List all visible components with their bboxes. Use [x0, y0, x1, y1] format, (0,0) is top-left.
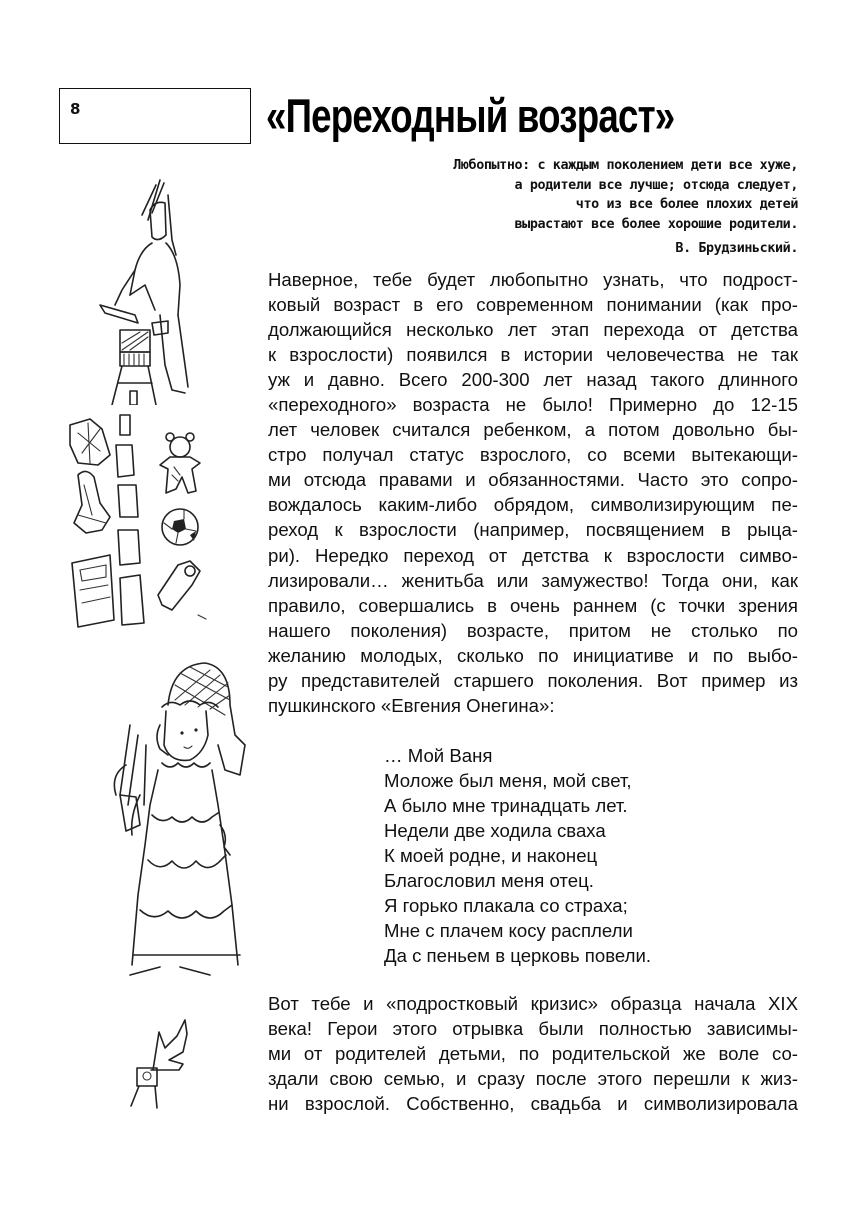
text-line: ковый возраст в его современном понимании (как про-: [268, 294, 798, 316]
epigraph-author: В. Брудзиньский.: [675, 241, 798, 256]
teen-on-stool-illustration: [60, 165, 250, 405]
text-line: здали свою семью, и сразу после этого перешли к жиз-: [268, 1068, 798, 1090]
text-line: века! Герои этого отрывка были полностью зависимы-: [268, 1018, 798, 1040]
poem-line: А было мне тринадцать лет.: [384, 795, 628, 816]
page-number-box: [59, 88, 251, 144]
teen-figure-icon: [60, 165, 250, 405]
text-line: к взрослости) появился в истории человечества не так: [268, 344, 798, 366]
text-line: вождалось каким-либо обрядом, символизирующим пе-: [268, 494, 798, 516]
toys-icon: [60, 405, 250, 635]
poem-line: Я горько плакала со страха;: [384, 895, 628, 916]
poem-line: Да с пеньем в церковь повели.: [384, 945, 652, 966]
poem-quote: [384, 743, 651, 968]
girl-illustration: [100, 645, 250, 985]
paragraph-conclusion: [268, 991, 798, 1116]
text-line: лизировали… женитьба или замужество! Тогда они, как: [268, 569, 798, 591]
text-line: пушкинского «Евгения Онегина»:: [268, 694, 555, 716]
poem-line: Моложе был меня, мой свет,: [384, 770, 632, 791]
page-title: «Переходный возраст»: [266, 89, 675, 142]
poem-line: К моей родне, и наконец: [384, 845, 598, 866]
epigraph-line: а родители все лучше; отсюда следует,: [514, 177, 798, 193]
text-line: ми отсюда правами и обязанностями. Часто это сопро-: [268, 469, 798, 491]
text-line: Вот тебе и «подростковый кризис» образца начала XIX: [268, 993, 798, 1014]
text-line: нашего поколения) возрасте, притом не столько по: [268, 619, 798, 641]
falling-figure-icon: [125, 1010, 215, 1110]
page-number: 8: [70, 100, 81, 118]
paragraph-intro: [268, 267, 798, 718]
text-line: стро получал статус взрослого, со всеми вытекающи-: [268, 444, 798, 466]
text-line: ни взрослой. Собственно, свадьба и символизировала: [268, 1093, 798, 1115]
poem-line: Благословил меня отец.: [384, 870, 594, 891]
text-line: ру представителей старшего поколения. Вот пример из: [268, 669, 798, 691]
poem-line: Недели две ходила сваха: [384, 820, 606, 841]
text-line: ми от родителей детьми, по родительской же воле со-: [268, 1043, 798, 1065]
epigraph-line: что из все более плохих детей: [575, 197, 798, 212]
poem-line: Мне с плачем косу расплели: [384, 920, 633, 941]
text-line: правило, совершались в очень раннем (с точки зрения: [268, 594, 798, 616]
epigraph-line: Любопытно: с каждым поколением дети все хуже,: [453, 158, 798, 173]
text-line: уж и давно. Всего 200-300 лет назад такого длинного: [268, 369, 798, 391]
falling-figure-illustration: [125, 1010, 215, 1110]
epigraph-line: вырастают все более хорошие родители.: [514, 216, 798, 232]
text-line: реход к взрослости (например, посвящением в рыца-: [268, 519, 798, 541]
text-line: лет человек считался ребенком, а потом довольно бы-: [268, 419, 798, 441]
text-line: желанию молодых, сколько по инициативе и по выбо-: [268, 644, 798, 666]
text-line: должающийся несколько лет этап перехода от детства: [268, 319, 798, 341]
epigraph: [378, 156, 798, 259]
text-line: ри). Нередко переход от детства к взрослости симво-: [268, 544, 798, 566]
toys-illustration: [60, 405, 250, 635]
text-line: Наверное, тебе будет любопытно узнать, что подрост-: [268, 269, 798, 290]
girl-figure-icon: [100, 645, 250, 985]
text-line: «переходного» возраста не было! Примерно до 12-15: [268, 394, 798, 416]
poem-line: … Мой Ваня: [384, 745, 493, 766]
